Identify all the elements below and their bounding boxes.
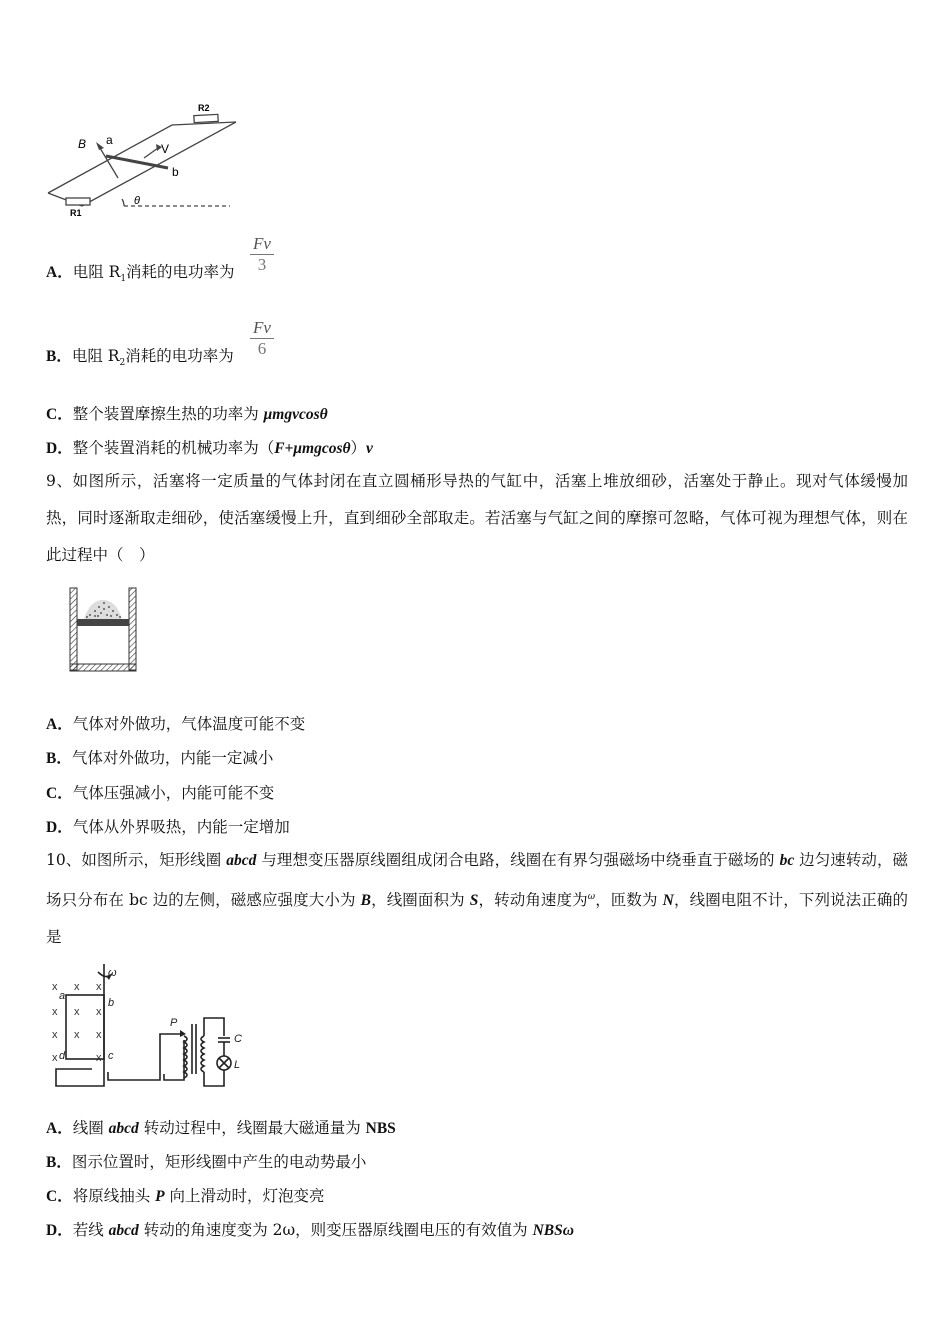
q9-option-d: D．气体从外界吸热，内能一定增加	[46, 818, 290, 836]
q8-a-fraction: Fv 3	[250, 234, 274, 275]
svg-text:x: x	[96, 981, 102, 993]
fig3-c: c	[108, 1050, 114, 1062]
svg-text:x: x	[52, 1052, 58, 1064]
q8-option-a: A．电阻 $R_1$消耗的电功率为	[46, 263, 235, 285]
fig3-P: P	[170, 1017, 178, 1029]
svg-text:x: x	[74, 1029, 80, 1041]
q10-option-d: D．若线 abcd 转动的角速度变为 2ω，则变压器原线圈电压的有效值为 NBSω	[46, 1221, 574, 1239]
fig1-label-theta: θ	[134, 195, 140, 207]
fig1-label-a: a	[106, 133, 113, 147]
fig3-L: L	[234, 1059, 241, 1071]
q8-option-b: B．电阻 $R_2$消耗的电功率为	[46, 347, 234, 369]
fig3-b: b	[108, 997, 115, 1009]
inclined-rails-figure	[44, 98, 244, 220]
svg-text:x: x	[74, 981, 80, 993]
q9-option-c: C．气体压强减小，内能可能不变	[46, 784, 275, 802]
svg-text:x: x	[96, 1029, 102, 1041]
svg-text:x: x	[52, 1029, 58, 1041]
q8-option-c: C．整个装置摩擦生热的功率为 μmgvcosθ	[46, 405, 328, 423]
fig3-x: x	[52, 981, 58, 993]
fig3-d: d	[59, 1050, 66, 1062]
fig1-label-V: V	[161, 142, 170, 156]
fig3-C: C	[234, 1033, 242, 1045]
fig1-label-b: b	[172, 165, 179, 179]
q9-option-a: A．气体对外做功，气体温度可能不变	[46, 715, 306, 733]
svg-text:x: x	[52, 1006, 58, 1018]
q10-stem: 10、如图所示，矩形线圈 abcd 与理想变压器原线圈组成闭合电路，线圈在有界匀强磁场中绕垂直于磁场的 bc 边匀速转动，磁场只分布在 bc 边的左侧，磁感应强度大小为 B，线圈面积为 S，转动角速度为$^\omega$，匝数为 N，线圈电阻不计，下列说法正确的是	[46, 851, 908, 947]
coil-transformer-figure	[46, 962, 256, 1094]
q8-b-fraction: Fv 6	[250, 318, 274, 359]
q10-option-b: B．图示位置时，矩形线圈中产生的电动势最小	[46, 1153, 367, 1171]
fig1-label-R1: R1	[70, 208, 82, 218]
svg-text:x: x	[96, 1052, 102, 1064]
svg-text:x: x	[96, 1006, 102, 1018]
fig3-a: a	[59, 990, 66, 1002]
q10-option-c: C．将原线抽头 P 向上滑动时，灯泡变亮	[46, 1187, 325, 1205]
fig3-omega: ω	[108, 967, 117, 979]
cylinder-figure	[66, 586, 142, 674]
q9-option-b: B．气体对外做功，内能一定减小	[46, 749, 274, 767]
q9-stem: 9、如图所示，活塞将一定质量的气体封闭在直立圆桶形导热的气缸中，活塞上堆放细砂，活塞处于静止。现对气体缓慢加热，同时逐渐取走细砂，使活塞缓慢上升，直到细砂全部取走。若活塞与气缸之间的摩擦可忽略，气体可视为理想气体，则在此过程中（ ）	[46, 472, 908, 564]
q8-option-d: D．整个装置消耗的机械功率为（F+μmgcosθ）v	[46, 439, 373, 457]
fig1-label-B: B	[78, 137, 87, 151]
svg-text:x: x	[74, 1006, 80, 1018]
q10-option-a: A．线圈 abcd 转动过程中，线圈最大磁通量为 NBS	[46, 1119, 396, 1137]
fig1-label-R2: R2	[198, 103, 210, 113]
